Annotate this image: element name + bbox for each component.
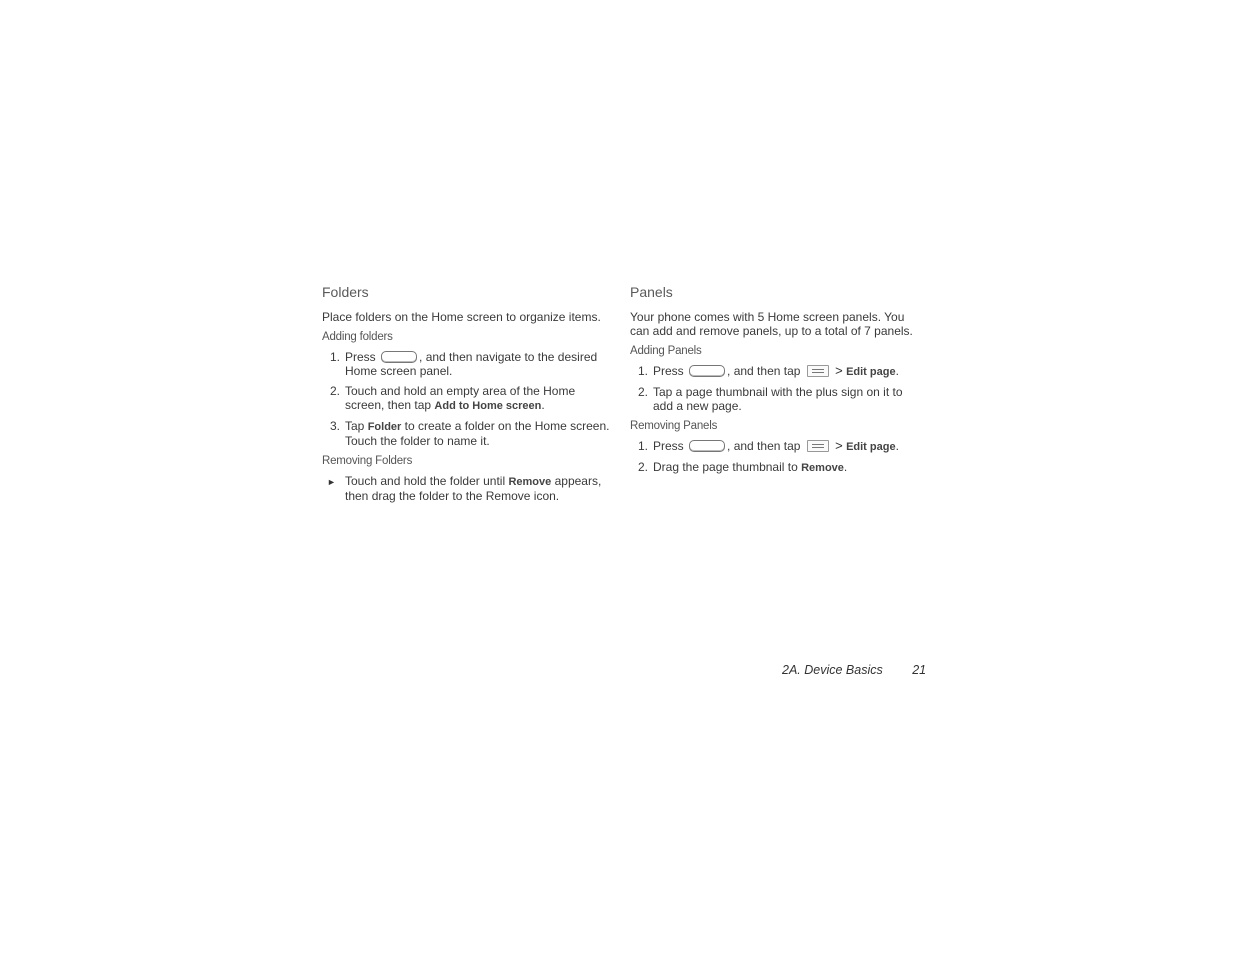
page-number: 21	[912, 663, 927, 677]
triangle-bullet-icon: ►	[327, 477, 336, 487]
folders-heading: Folders	[322, 284, 369, 300]
home-key-icon	[381, 351, 417, 363]
adding-panels-heading: Adding Panels	[630, 345, 702, 357]
home-key-icon	[689, 365, 725, 377]
list-item: 1. Press , and then tap > Edit page.	[638, 438, 899, 453]
panels-section	[630, 283, 920, 481]
list-item: 2. Tap a page thumbnail with the plus sign on it to add a new page.	[638, 385, 903, 413]
home-key-icon	[689, 440, 725, 452]
menu-key-icon	[807, 365, 829, 377]
panels-intro: Your phone comes with 5 Home screen panels. You can add and remove panels, up to a total of 7 panels.	[630, 310, 913, 338]
folders-intro: Place folders on the Home screen to organize items.	[322, 310, 601, 324]
list-item: 2. Touch and hold an empty area of the Home screen, then tap Add to Home screen.	[330, 384, 576, 412]
list-item: 1. Press , and then tap > Edit page.	[638, 363, 899, 378]
page-footer	[782, 663, 926, 677]
removing-folders-steps	[322, 474, 612, 503]
menu-key-icon	[807, 440, 829, 452]
removing-panels-steps	[630, 439, 920, 475]
list-item: 1. Press , and then navigate to the desired Home screen panel.	[330, 350, 598, 378]
list-item: 2. Drag the page thumbnail to Remove.	[638, 460, 848, 474]
folders-section	[322, 283, 612, 503]
adding-panels-steps	[630, 364, 920, 413]
list-item: ► Touch and hold the folder until Remove appears, then drag the folder to the Remove icon.	[327, 474, 602, 503]
list-item: 3. Tap Folder to create a folder on the Home screen. Touch the folder to name it.	[330, 419, 610, 448]
panels-heading: Panels	[630, 284, 673, 300]
adding-folders-steps	[322, 350, 612, 448]
removing-folders-heading: Removing Folders	[322, 455, 413, 467]
removing-panels-heading: Removing Panels	[630, 420, 718, 432]
footer-section-title: 2A. Device Basics	[782, 663, 883, 677]
adding-folders-heading: Adding folders	[322, 331, 393, 343]
